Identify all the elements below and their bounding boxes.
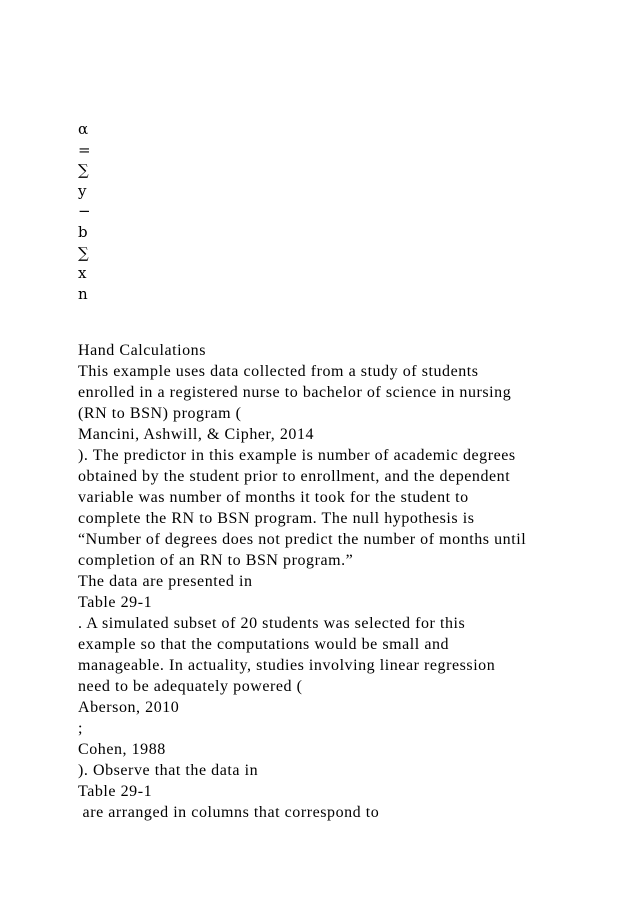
text-line: (RN to BSN) program ( <box>78 405 242 422</box>
citation-line: Aberson, 2010 <box>78 699 180 716</box>
text-line: complete the RN to BSN program. The null hypothesis is <box>78 510 475 527</box>
text-line: ). Observe that the data in <box>78 762 259 779</box>
formula-symbol: b <box>78 222 88 241</box>
formula-symbol: = <box>78 140 91 159</box>
formula-symbol: ∑ <box>78 243 89 262</box>
text-line: variable was number of months it took for the student to <box>78 489 469 506</box>
section-heading: Hand Calculations <box>78 342 206 359</box>
text-line: . A simulated subset of 20 students was selected for this <box>78 615 466 632</box>
body-text <box>78 340 618 823</box>
text-line: need to be adequately powered ( <box>78 678 303 695</box>
intercept-formula <box>78 119 91 304</box>
formula-symbol: α <box>78 120 89 138</box>
formula-symbol: x <box>78 264 87 283</box>
text-line: “Number of degrees does not predict the number of months until <box>78 531 527 548</box>
formula-symbol: ∑ <box>78 161 89 180</box>
table-reference: Table 29-1 <box>78 594 153 611</box>
text-line: ). The predictor in this example is number of academic degrees <box>78 447 516 464</box>
formula-symbol: y <box>78 181 87 200</box>
citation-line: Mancini, Ashwill, & Cipher, 2014 <box>78 426 315 443</box>
text-line: The data are presented in <box>78 573 253 590</box>
text-line: This example uses data collected from a study of students <box>78 363 479 380</box>
text-line: example so that the computations would be small and <box>78 636 450 653</box>
formula-symbol: − <box>78 202 91 221</box>
text-line: completion of an RN to BSN program.” <box>78 552 354 569</box>
text-line: are arranged in columns that correspond to <box>78 804 380 821</box>
table-reference: Table 29-1 <box>78 783 153 800</box>
text-line: obtained by the student prior to enrollment, and the dependent <box>78 468 511 485</box>
text-line: enrolled in a registered nurse to bachelor of science in nursing <box>78 384 512 401</box>
citation-line: Cohen, 1988 <box>78 741 166 758</box>
formula-symbol: n <box>78 284 88 303</box>
text-line: manageable. In actuality, studies involving linear regression <box>78 657 496 674</box>
text-line: ; <box>78 720 83 737</box>
